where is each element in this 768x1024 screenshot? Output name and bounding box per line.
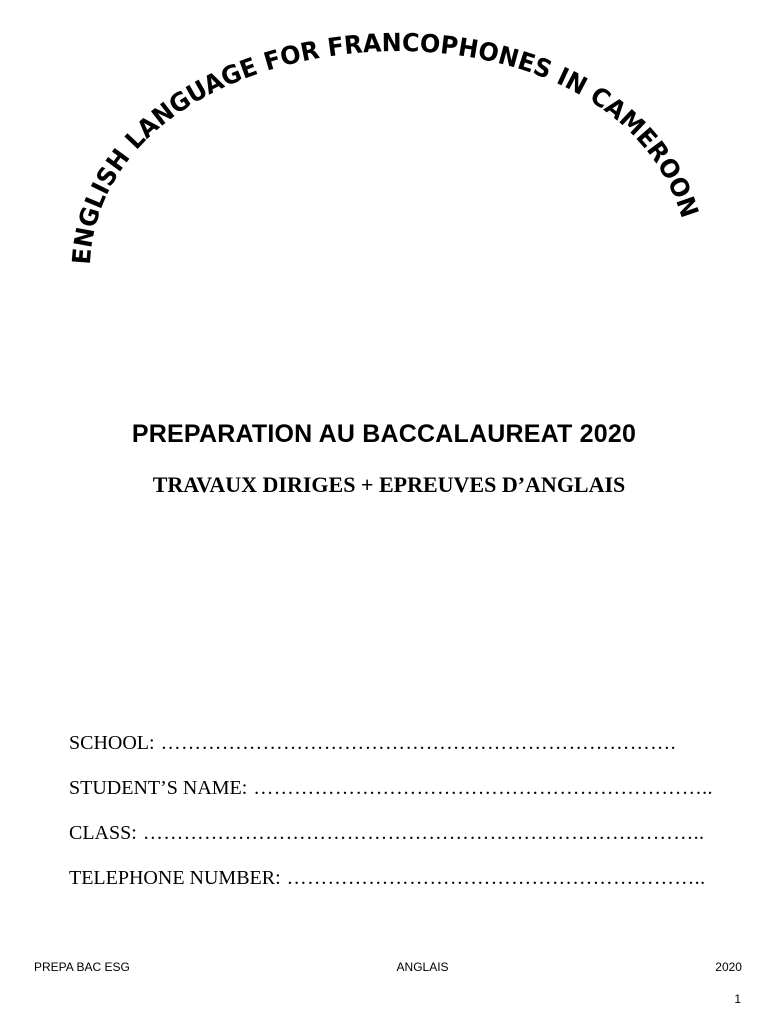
class-label: CLASS: [69,822,137,844]
telephone-number-label: TELEPHONE NUMBER: [69,867,281,889]
page-footer [34,960,742,974]
student-name-label: STUDENT’S NAME: [69,777,248,799]
student-name-blank-line[interactable]: ………………………………………………………….. [253,777,713,799]
school-label: SCHOOL: [69,732,155,754]
footer-left-text: PREPA BAC ESG [34,960,130,974]
class-blank-line[interactable]: ……………………………………………………………………….. [142,822,705,844]
student-name-field[interactable] [69,777,729,822]
telephone-number-field[interactable] [69,867,729,912]
main-title: PREPARATION AU BACCALAUREAT 2020 [131,420,637,448]
page-number: 1 [734,992,741,1006]
arc-title-path-text: ENGLISH LANGUAGE FOR FRANCOPHONES IN CAMEROON [66,27,705,266]
arc-title-text [67,28,704,265]
school-blank-line[interactable]: …………………………………………………………………. [160,732,676,754]
subtitle: TRAVAUX DIRIGES + EPREUVES D’ANGLAIS [152,472,626,497]
footer-center-text: ANGLAIS [396,960,449,974]
arc-title-graphic [0,0,768,300]
telephone-number-blank-line[interactable]: …………………………………………………….. [286,867,706,889]
class-field[interactable] [69,822,729,867]
student-info-form [69,732,729,912]
footer-right-text: 2020 [715,960,742,974]
school-field[interactable] [69,732,729,777]
